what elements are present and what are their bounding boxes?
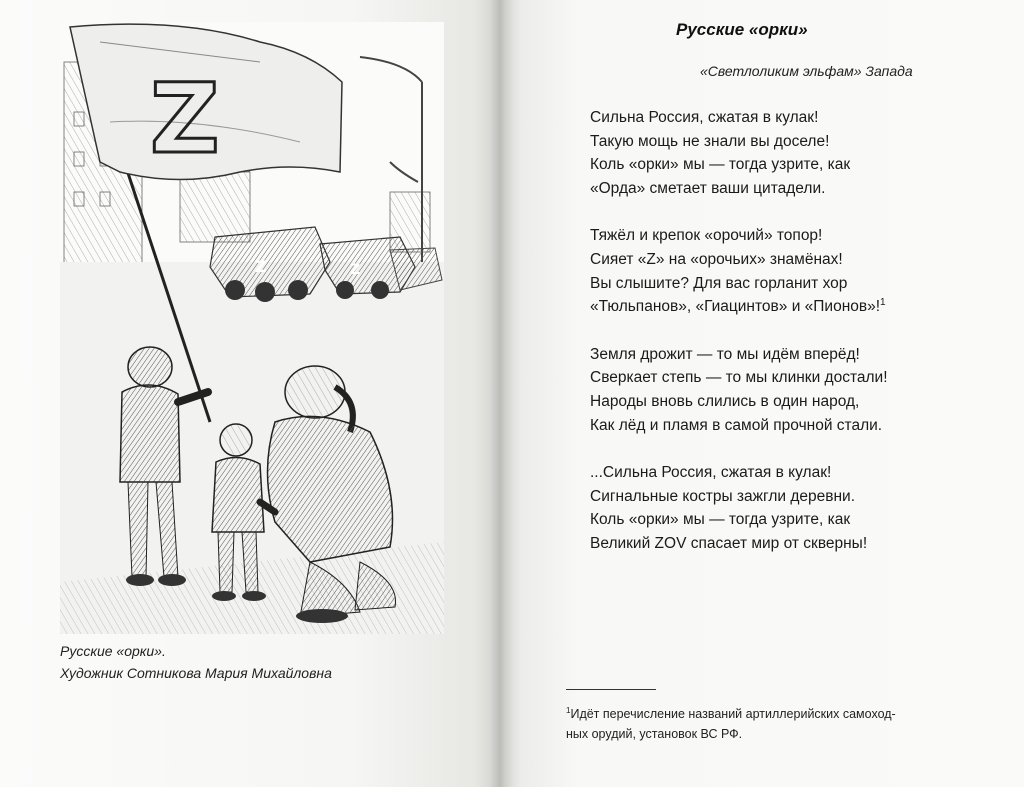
poem-line: Земля дрожит — то мы идём вперёд! xyxy=(590,345,860,363)
poem-line: Народы вновь слились в один народ, xyxy=(590,392,860,410)
footnote-marker: 1 xyxy=(880,297,886,308)
stanza xyxy=(590,461,1000,555)
poem-line: Коль «орки» мы — тогда узрите, как xyxy=(590,156,851,174)
footnote xyxy=(566,704,956,744)
poem-line: Сверкает степь — то мы клинки достали! xyxy=(590,369,888,387)
left-page xyxy=(0,0,500,787)
poem-title: Русские «орки» xyxy=(676,20,808,39)
vehicle-mark: Z xyxy=(350,262,361,278)
illustration-caption xyxy=(60,640,460,684)
poem-line: Великий ZOV спасает мир от скверны! xyxy=(590,534,868,552)
poem-line-text: «Тюльпанов», «Гиацинтов» и «Пионов»! xyxy=(590,298,881,316)
illustration-sketch xyxy=(60,22,444,634)
stanza xyxy=(590,224,1000,318)
poem-line: Такую мощь не знали вы доселе! xyxy=(590,132,830,150)
footnote-number: 1 xyxy=(566,705,571,715)
poem-line: Коль «орки» мы — тогда узрите, как xyxy=(590,511,851,529)
poem-body xyxy=(590,106,1000,580)
poem-line: Тяжёл и крепок «орочий» топор! xyxy=(590,227,823,245)
footnote-line: ных орудий, установок ВС РФ. xyxy=(566,727,743,741)
poem-line-with-footnote xyxy=(590,295,1000,319)
illustration xyxy=(60,22,444,634)
poem-line: «Орда» сметает ваши цитадели. xyxy=(590,179,826,197)
stanza xyxy=(590,106,1000,200)
poem-line: Сигнальные костры зажгли деревни. xyxy=(590,487,856,505)
poem-line: Как лёд и пламя в самой прочной стали. xyxy=(590,416,883,434)
poem-line: Сияет «Z» на «орочьих» знамёнах! xyxy=(590,250,843,268)
footnote-line xyxy=(566,704,956,724)
caption-title: Русские «орки». xyxy=(60,643,166,659)
stanza xyxy=(590,343,1000,437)
flag-letter: Z xyxy=(150,63,220,175)
poem-line: ...Сильна Россия, сжатая в кулак! xyxy=(590,464,832,482)
footnote-text: Идёт перечисление названий артиллерийских самоход- xyxy=(570,707,896,721)
poem-dedication: «Светлоликим эльфам» Запада xyxy=(700,63,913,79)
vehicle-mark: Z xyxy=(255,257,267,276)
caption-artist: Художник Сотникова Мария Михайловна xyxy=(60,665,332,681)
poem-line: Сильна Россия, сжатая в кулак! xyxy=(590,109,819,126)
poem-line: Вы слышите? Для вас горланит хор xyxy=(590,274,848,292)
footnote-divider xyxy=(566,689,656,690)
book-gutter xyxy=(490,0,514,787)
